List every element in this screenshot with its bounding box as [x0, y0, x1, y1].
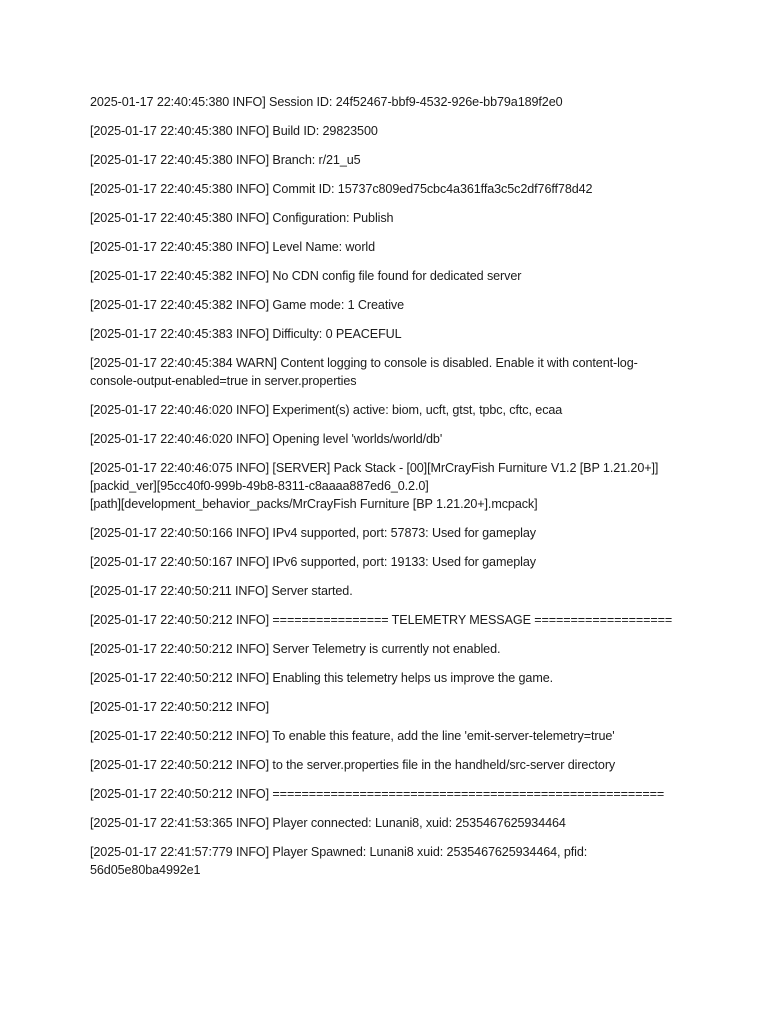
- log-line-telemetry-header: [2025-01-17 22:40:50:212 INFO] ================ TELEMETRY MESSAGE ===================: [90, 613, 673, 627]
- log-line-telemetry-footer: [2025-01-17 22:40:50:212 INFO] ======================================================: [90, 787, 665, 801]
- log-line-blank-info: [2025-01-17 22:40:50:212 INFO]: [90, 700, 270, 714]
- log-line-player-connected: [2025-01-17 22:41:53:365 INFO] Player connected: Lunani8, xuid: 2535467625934464: [90, 816, 566, 830]
- log-line-ipv4: [2025-01-17 22:40:50:166 INFO] IPv4 supported, port: 57873: Used for gameplay: [90, 526, 536, 540]
- log-line-telemetry-helps: [2025-01-17 22:40:50:212 INFO] Enabling this telemetry helps us improve the game.: [90, 671, 554, 685]
- log-line-server-properties: [2025-01-17 22:40:50:212 INFO] to the server.properties file in the handheld/src-server directory: [90, 758, 616, 772]
- log-line-cdn-config: [2025-01-17 22:40:45:382 INFO] No CDN config file found for dedicated server: [90, 269, 522, 283]
- log-line-pack-stack: [2025-01-17 22:40:46:075 INFO] [SERVER] Pack Stack - [00][MrCrayFish Furniture V1.2 [BP 1.21.20+]] [packid_ver][95cc40f0-999b-49b8-8311-c8aaaa887ed6_0.2.0] [path][development_behavior_packs/MrCrayFish Furniture [BP 1.21.20+].mcpack]: [90, 461, 659, 511]
- log-line-configuration: [2025-01-17 22:40:45:380 INFO] Configuration: Publish: [90, 211, 394, 225]
- log-line-player-spawned: [2025-01-17 22:41:57:779 INFO] Player Spawned: Lunani8 xuid: 2535467625934464, pfid: 56d05e80ba4992e1: [90, 845, 588, 877]
- log-line-build-id: [2025-01-17 22:40:45:380 INFO] Build ID: 29823500: [90, 124, 378, 138]
- log-line-commit-id: [2025-01-17 22:40:45:380 INFO] Commit ID: 15737c809ed75cbc4a361ffa3c5c2df76ff78d42: [90, 182, 593, 196]
- log-line-game-mode: [2025-01-17 22:40:45:382 INFO] Game mode: 1 Creative: [90, 298, 405, 312]
- log-line-difficulty: [2025-01-17 22:40:45:383 INFO] Difficulty: 0 PEACEFUL: [90, 327, 402, 341]
- log-document: [90, 93, 680, 890]
- log-line-content-logging-warn: [2025-01-17 22:40:45:384 WARN] Content logging to console is disabled. Enable it with content-log-console-output-enabled=true in server.properties: [90, 356, 638, 388]
- log-line-opening-level: [2025-01-17 22:40:46:020 INFO] Opening level 'worlds/world/db': [90, 432, 443, 446]
- log-line-level-name: [2025-01-17 22:40:45:380 INFO] Level Name: world: [90, 240, 376, 254]
- log-line-enable-feature: [2025-01-17 22:40:50:212 INFO] To enable this feature, add the line 'emit-server-telemetry=true': [90, 729, 615, 743]
- log-line-experiments: [2025-01-17 22:40:46:020 INFO] Experiment(s) active: biom, ucft, gtst, tpbc, cftc, ecaa: [90, 403, 563, 417]
- log-line-ipv6: [2025-01-17 22:40:50:167 INFO] IPv6 supported, port: 19133: Used for gameplay: [90, 555, 536, 569]
- log-line-telemetry-disabled: [2025-01-17 22:40:50:212 INFO] Server Telemetry is currently not enabled.: [90, 642, 501, 656]
- log-line-branch: [2025-01-17 22:40:45:380 INFO] Branch: r/21_u5: [90, 153, 361, 167]
- log-line-server-started: [2025-01-17 22:40:50:211 INFO] Server started.: [90, 584, 353, 598]
- log-line-session-id: 2025-01-17 22:40:45:380 INFO] Session ID: 24f52467-bbf9-4532-926e-bb79a189f2e0: [90, 95, 563, 109]
